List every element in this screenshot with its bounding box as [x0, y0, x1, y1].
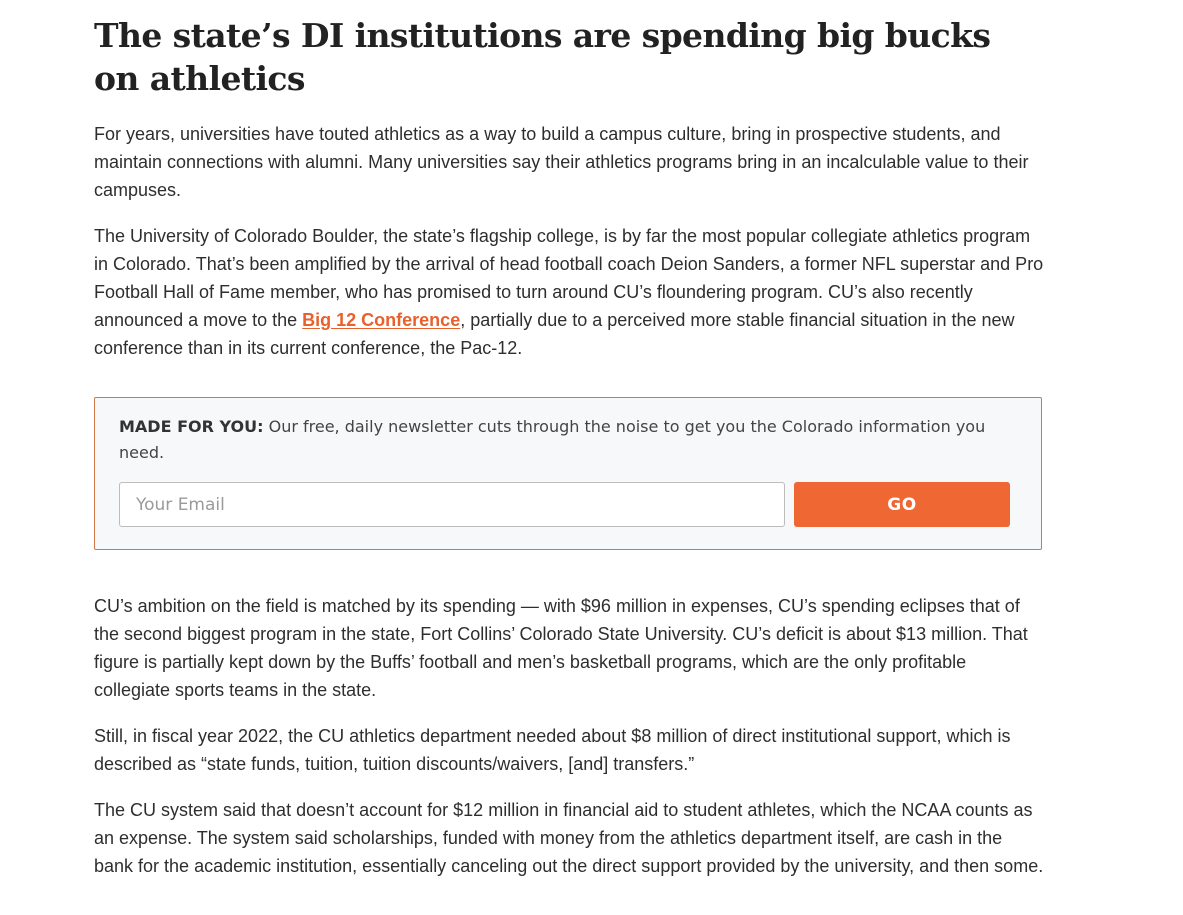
article-headline: The state’s DI institutions are spending big bucks on athletics: [94, 16, 991, 98]
article-continued: [94, 592, 1046, 880]
go-button[interactable]: GO: [794, 482, 1010, 527]
article-paragraph-3: CU’s ambition on the field is matched by its spending — with $96 million in expenses, CU’s spending eclipses that of the second biggest program in the state, Fort Collins’ Colorado State University. CU’s deficit is about $13 million. That figure is partially kept down by the Buffs’ football and men’s basketball programs, which are the only profitable collegiate sports teams in the state.: [94, 596, 1028, 700]
newsletter-signup-box: [94, 397, 1042, 550]
big-12-conference-link[interactable]: Big 12 Conference: [302, 310, 461, 330]
paragraph-2-text-start: The University of Colorado Boulder, the state’s flagship college, is by far the most popular collegiate athletics program in Colorado. That’s been amplified by the arrival of head football coach Deion Sanders, a former NFL superstar and Pro Football Hall of Fame member, who has promised to turn around CU’s floundering program. CU’s also recently announced a move to the: [94, 226, 1044, 330]
email-input[interactable]: [119, 482, 785, 527]
article-paragraph-2: [94, 222, 1046, 362]
article-paragraph-4: Still, in fiscal year 2022, the CU athletics department needed about $8 million of direct institutional support, which is described as “state funds, tuition, tuition discounts/waivers, [and] transfers.”: [94, 726, 1011, 774]
newsletter-promo-lead: MADE FOR YOU:: [119, 417, 264, 436]
article-top: [94, 0, 1046, 362]
article-paragraph-5: The CU system said that doesn’t account for $12 million in financial aid to student athletes, which the NCAA counts as an expense. The system said scholarships, funded with money from the athletics department itself, are cash in the bank for the academic institution, essentially canceling out the direct support provided by the university, and then some.: [94, 800, 1044, 876]
paragraph-2-text-end: , partially due to a perceived more stable financial situation in the new conference than in its current conference, the Pac-12.: [94, 310, 1015, 358]
newsletter-promo-text: [119, 414, 999, 466]
newsletter-promo-body: Our free, daily newsletter cuts through the noise to get you the Colorado information you need.: [119, 417, 986, 462]
article-paragraph-1: For years, universities have touted athletics as a way to build a campus culture, bring in prospective students, and maintain connections with alumni. Many universities say their athletics programs bring in an incalculable value to their campuses.: [94, 124, 1029, 200]
